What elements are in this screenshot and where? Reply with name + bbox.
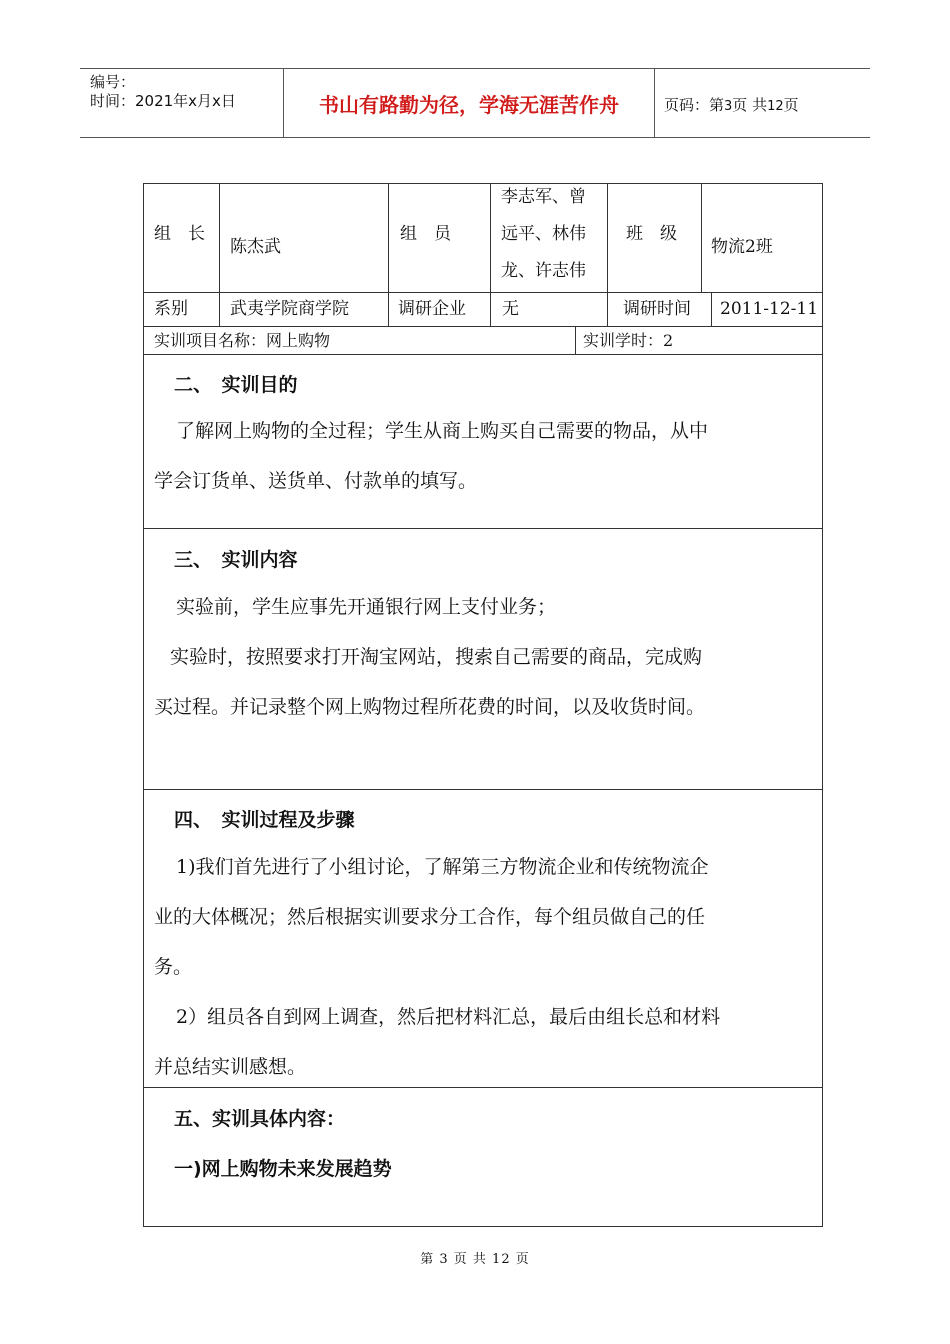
row-divider — [144, 528, 822, 529]
class-value: 物流2班 — [711, 237, 773, 257]
section-objective-title: 二、 实训目的 — [174, 374, 298, 396]
company-label: 调研企业 — [398, 299, 466, 319]
paragraph-line: 务。 — [154, 956, 193, 978]
section-content-body — [154, 582, 816, 732]
paragraph-line: 买过程。并记录整个网上购物过程所花费的时间，以及收货时间。 — [154, 696, 706, 718]
members-label: 组 员 — [400, 224, 451, 244]
page-mid: 页 共 — [732, 96, 768, 114]
code-label: 编号： — [90, 73, 136, 91]
col-divider — [701, 184, 702, 292]
project-name: 实训项目名称：网上购物 — [154, 331, 331, 350]
dept-value: 武夷学院商学院 — [230, 299, 349, 319]
page-suffix: 页 — [783, 96, 799, 114]
paragraph-line: 实验前，学生应事先开通银行网上支付业务； — [176, 596, 557, 618]
paragraph-line: 了解网上购物的全过程；学生从商上购买自己需要的物品，从中 — [176, 420, 709, 442]
members-line-3: 龙、许志伟 — [501, 261, 586, 281]
page-total: 12 — [767, 99, 784, 114]
members-line-1: 李志军、曾 — [501, 187, 586, 207]
survey-time-value: 2011-12-11 — [720, 299, 819, 319]
header-meta — [90, 73, 236, 111]
col-divider — [607, 184, 608, 326]
survey-time-label: 调研时间 — [623, 299, 691, 319]
time-label: 时间：2021年x月x日 — [90, 92, 236, 110]
class-label: 班 级 — [626, 224, 677, 244]
paragraph-line: 业的大体概况；然后根据实训要求分工合作，每个组员做自己的任 — [154, 906, 706, 928]
paragraph-line: 实验时，按照要求打开淘宝网站，搜索自己需要的商品，完成购 — [170, 646, 703, 668]
page-footer: 第 3 页 共 12 页 — [420, 1252, 530, 1267]
row-divider — [144, 789, 822, 790]
page-prefix: 页码：第 — [664, 96, 725, 114]
company-value: 无 — [502, 299, 519, 319]
section-objective-body — [154, 406, 816, 506]
section-process-title: 四、 实训过程及步骤 — [174, 809, 355, 831]
paragraph-line: 1)我们首先进行了小组讨论，了解第三方物流企业和传统物流企 — [176, 856, 709, 878]
col-divider — [575, 326, 576, 354]
col-divider — [388, 184, 389, 326]
header-divider — [654, 69, 655, 137]
section-details-title: 五、实训具体内容： — [174, 1108, 346, 1130]
leader-value: 陈杰武 — [230, 237, 281, 257]
header-motto: 书山有路勤为径，学海无涯苦作舟 — [319, 92, 619, 117]
section-process-body — [154, 842, 816, 1092]
members-line-2: 远平、林伟 — [501, 224, 586, 244]
training-hours: 实训学时：2 — [583, 331, 674, 350]
col-divider — [219, 184, 220, 326]
leader-label: 组 长 — [154, 224, 205, 244]
section-content-title: 三、 实训内容 — [174, 549, 298, 571]
page-current: 3 — [724, 99, 733, 114]
dept-label: 系别 — [154, 299, 188, 319]
page-indicator — [664, 94, 799, 115]
paragraph-line: 并总结实训感想。 — [154, 1056, 307, 1078]
section-details-subtitle: 一)网上购物未来发展趋势 — [174, 1158, 392, 1180]
paragraph-line: 2）组员各自到网上调查，然后把材料汇总，最后由组长总和材料 — [176, 1006, 721, 1028]
paragraph-line: 学会订货单、送货单、付款单的填写。 — [154, 470, 478, 492]
training-report-table — [143, 183, 823, 1227]
page-header — [80, 68, 870, 138]
col-divider — [711, 292, 712, 326]
col-divider — [490, 184, 491, 326]
